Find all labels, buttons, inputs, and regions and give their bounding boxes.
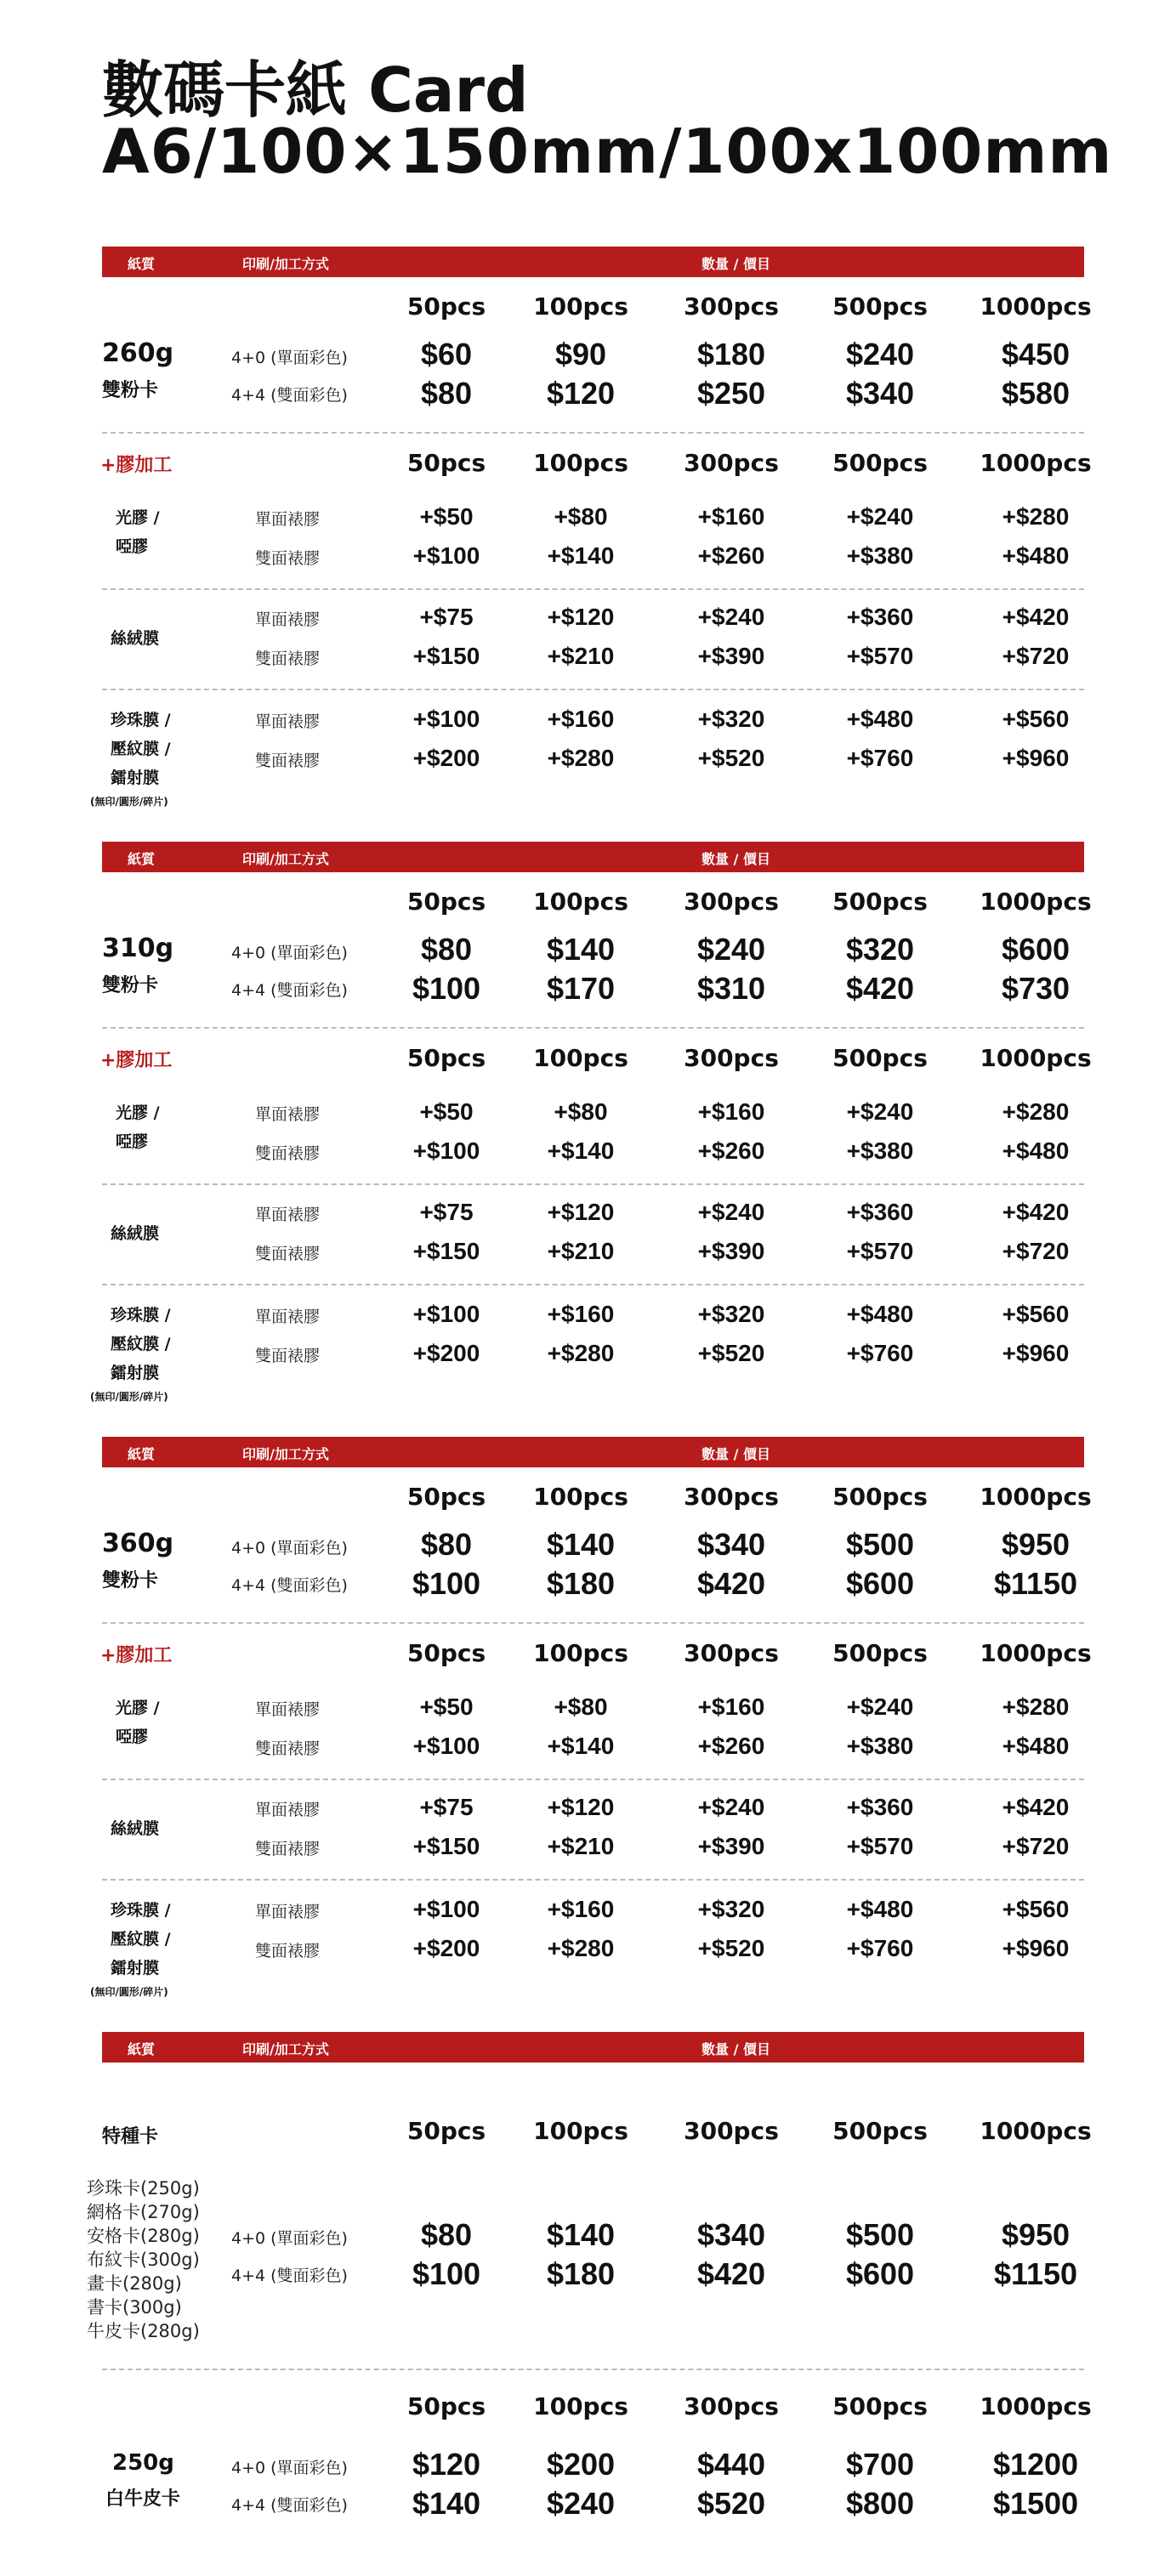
header-method-label: 印刷/加工方式 [242,256,329,272]
lamination-price-double: +$570 [846,1238,914,1264]
header-method-label: 印刷/加工方式 [242,2041,329,2057]
price-double: $600 [845,1566,915,1601]
lamination-price-single: +$280 [1002,503,1070,530]
header-method-label: 印刷/加工方式 [242,1446,329,1462]
lamination-name-line: 光膠 / [116,508,160,527]
lamination-name-line: 鐳射膜 [111,1364,160,1382]
header-qty-label: 數量 / 價目 [701,256,770,272]
lamination-double-label: 雙面裱膠 [255,1144,321,1163]
price-double: $420 [696,1566,766,1601]
lamination-price-double: +$960 [1002,1340,1070,1366]
lamination-price-single: +$50 [419,503,474,530]
base-qty-2: 300pcs [684,888,779,916]
print-single-label: 4+0 (單面彩色) [231,2459,348,2477]
lamination-name-line: 光膠 / [116,1104,160,1122]
divider [102,1779,1084,1780]
lamination-name-line: 壓紋膜 / [111,1930,171,1949]
lamination-name-line: 鐳射膜 [111,769,160,787]
lam-qty-2: 300pcs [684,1639,779,1667]
lamination-price-single: +$560 [1002,1896,1070,1922]
page-subtitle: A6/100×150mm/100x100mm [102,116,1113,187]
kraft-qty-0: 50pcs [406,2392,486,2420]
lamination-price-double: +$380 [846,542,914,569]
lamination-price-single: +$360 [846,1794,914,1820]
lamination-name-line: 珍珠膜 / [111,1306,171,1325]
kraft-weight: 250g [112,2450,174,2476]
price-single: $450 [1001,337,1071,372]
lamination-price-double: +$140 [547,1733,615,1759]
header-bar [102,2032,1084,2063]
lamination-price-double: +$570 [846,1833,914,1859]
print-single-label: 4+0 (單面彩色) [231,944,348,962]
lamination-price-double: +$210 [547,643,615,669]
header-qty-label: 數量 / 價目 [701,1446,770,1462]
kraft-price-double: $240 [546,2486,616,2521]
lam-qty-3: 500pcs [832,1639,928,1667]
price-double: $120 [546,376,616,411]
lamination-price-double: +$480 [1002,542,1070,569]
special-price-double: $420 [696,2256,766,2291]
lamination-price-double: +$520 [697,1935,765,1961]
price-double: $310 [696,971,766,1006]
lamination-price-double: +$280 [547,1935,615,1961]
kraft-price-single: $1200 [992,2447,1079,2482]
kraft-qty-2: 300pcs [684,2392,779,2420]
lamination-price-single: +$80 [554,503,608,530]
lamination-note: (無印/圓形/碎片) [90,1986,168,1998]
base-qty-2: 300pcs [684,1483,779,1511]
paper-weight: 260g [102,338,174,368]
price-single: $240 [696,932,766,967]
lam-qty-1: 100pcs [533,1044,628,1072]
print-double-label: 4+4 (雙面彩色) [231,386,348,405]
lamination-name [111,1814,159,1843]
special-price-double: $180 [546,2256,616,2291]
divider [102,1879,1084,1881]
lamination-double-label: 雙面裱膠 [255,1942,321,1960]
special-title: 特種卡 [102,2126,159,2148]
lamination-price-double: +$720 [1002,1833,1070,1859]
lamination-price-single: +$320 [697,1301,765,1327]
kraft-price-double: $800 [845,2486,915,2521]
special-paper-item: 安格卡(280g) [87,2226,200,2246]
lamination-price-double: +$480 [1002,1138,1070,1164]
lamination-name [111,1219,159,1248]
lamination-price-single: +$480 [846,1301,914,1327]
lamination-price-double: +$140 [547,542,615,569]
lamination-name-line: 壓紋膜 / [111,1335,171,1353]
lamination-price-double: +$260 [697,542,765,569]
lamination-single-label: 單面裱膠 [255,1700,321,1719]
price-single: $320 [845,932,915,967]
special-paper-item: 畫卡(280g) [87,2273,182,2294]
special-price-single: $80 [420,2217,473,2252]
lamination-price-single: +$240 [846,503,914,530]
base-qty-4: 1000pcs [980,888,1092,916]
kraft-price-single: $120 [412,2447,481,2482]
lamination-name [111,1896,171,1983]
lamination-price-double: +$380 [846,1138,914,1164]
lam-qty-2: 300pcs [684,1044,779,1072]
lamination-name-line: 啞膠 [116,1132,149,1151]
lamination-name-line: 啞膠 [116,1728,149,1746]
lamination-name-line: 珍珠膜 / [111,711,171,729]
header-qty-label: 數量 / 價目 [701,2041,770,2057]
lamination-price-single: +$75 [419,1794,474,1820]
price-double: $100 [412,971,481,1006]
lamination-name [116,503,160,561]
lamination-price-double: +$390 [697,1833,765,1859]
lamination-price-single: +$120 [547,1794,615,1820]
price-single: $600 [1001,932,1071,967]
lamination-name-line: 光膠 / [116,1699,160,1717]
special-paper-item: 布紋卡(300g) [87,2250,200,2270]
lamination-price-single: +$320 [697,706,765,732]
price-double: $80 [420,376,473,411]
divider [102,689,1084,690]
lamination-name-line: 珍珠膜 / [111,1901,171,1920]
print-single-label: 4+0 (單面彩色) [231,2229,348,2248]
lamination-price-double: +$200 [412,745,480,771]
lamination-note: (無印/圓形/碎片) [90,1391,168,1403]
paper-name: 雙粉卡 [102,380,159,401]
lamination-price-single: +$120 [547,604,615,630]
lam-qty-1: 100pcs [533,449,628,477]
lamination-double-label: 雙面裱膠 [255,1840,321,1858]
lam-qty-0: 50pcs [406,1639,486,1667]
price-double: $1150 [993,1566,1078,1601]
lamination-price-single: +$360 [846,1199,914,1225]
lamination-price-single: +$50 [419,1694,474,1720]
lamination-price-double: +$100 [412,1138,480,1164]
paper-section [0,247,1170,842]
lamination-price-single: +$160 [547,1301,615,1327]
page-title: 數碼卡紙 Card [102,54,529,126]
lamination-name-line: 啞膠 [116,537,149,556]
lamination-price-single: +$480 [846,1896,914,1922]
base-qty-4: 1000pcs [980,1483,1092,1511]
lamination-single-label: 單面裱膠 [255,1105,321,1124]
header-bar [102,247,1084,277]
lamination-price-single: +$100 [412,706,480,732]
paper-section [0,842,1170,1437]
header-bar [102,1437,1084,1467]
lamination-price-single: +$360 [846,604,914,630]
lamination-title: +膠加工 [100,1050,173,1071]
special-qty-3: 500pcs [832,2117,928,2145]
lamination-price-single: +$160 [697,1694,765,1720]
header-bar [102,842,1084,872]
divider [102,432,1084,434]
lam-qty-4: 1000pcs [980,1044,1092,1072]
lamination-single-label: 單面裱膠 [255,1903,321,1921]
price-single: $180 [696,337,766,372]
kraft-price-single: $700 [845,2447,915,2482]
lamination-price-single: +$240 [697,1199,765,1225]
lamination-single-label: 單面裱膠 [255,510,321,529]
lamination-single-label: 單面裱膠 [255,1308,321,1326]
price-single: $90 [554,337,607,372]
base-qty-3: 500pcs [832,888,928,916]
lam-qty-4: 1000pcs [980,1639,1092,1667]
lamination-double-label: 雙面裱膠 [255,1739,321,1758]
divider [102,2369,1084,2370]
lamination-name [116,1694,160,1751]
special-section [0,2032,1170,2576]
special-price-single: $140 [546,2217,616,2252]
lamination-price-single: +$240 [846,1098,914,1125]
price-single: $60 [420,337,473,372]
lamination-price-double: +$150 [412,643,480,669]
lamination-price-double: +$200 [412,1935,480,1961]
paper-weight: 360g [102,1529,174,1558]
lam-qty-0: 50pcs [406,449,486,477]
paper-name: 雙粉卡 [102,1570,159,1592]
lamination-name-line: 絲絨膜 [111,1819,160,1838]
header-method-label: 印刷/加工方式 [242,851,329,867]
price-double: $180 [546,1566,616,1601]
divider [102,1183,1084,1185]
lamination-price-double: +$260 [697,1138,765,1164]
lamination-price-single: +$160 [697,503,765,530]
header-paper-label: 紙質 [128,1446,156,1462]
special-price-single: $500 [845,2217,915,2252]
base-qty-0: 50pcs [406,888,486,916]
lamination-price-double: +$720 [1002,643,1070,669]
lamination-price-double: +$390 [697,643,765,669]
lamination-price-double: +$100 [412,1733,480,1759]
special-paper-item: 珍珠卡(250g) [87,2178,200,2199]
paper-section [0,1437,1170,2032]
lamination-single-label: 單面裱膠 [255,610,321,629]
lamination-price-single: +$75 [419,1199,474,1225]
lamination-price-single: +$420 [1002,1794,1070,1820]
lamination-price-double: +$570 [846,643,914,669]
lamination-price-double: +$720 [1002,1238,1070,1264]
kraft-price-double: $520 [696,2486,766,2521]
kraft-price-single: $200 [546,2447,616,2482]
price-double: $250 [696,376,766,411]
price-double: $170 [546,971,616,1006]
lamination-single-label: 單面裱膠 [255,1801,321,1819]
price-single: $950 [1001,1527,1071,1562]
header-qty-label: 數量 / 價目 [701,851,770,867]
price-single: $500 [845,1527,915,1562]
lamination-name-line: 絲絨膜 [111,629,160,648]
paper-name: 雙粉卡 [102,975,159,996]
price-single: $80 [420,1527,473,1562]
lamination-double-label: 雙面裱膠 [255,650,321,668]
divider [102,1027,1084,1029]
price-double: $730 [1001,971,1071,1006]
special-qty-1: 100pcs [533,2117,628,2145]
lamination-price-single: +$320 [697,1896,765,1922]
special-price-single: $950 [1001,2217,1071,2252]
special-price-single: $340 [696,2217,766,2252]
kraft-qty-4: 1000pcs [980,2392,1092,2420]
lamination-price-double: +$760 [846,745,914,771]
print-double-label: 4+4 (雙面彩色) [231,1576,348,1595]
lam-qty-2: 300pcs [684,449,779,477]
lamination-price-double: +$280 [547,1340,615,1366]
base-qty-1: 100pcs [533,292,628,321]
divider [102,1284,1084,1285]
lam-qty-3: 500pcs [832,1044,928,1072]
header-paper-label: 紙質 [128,851,156,867]
kraft-qty-3: 500pcs [832,2392,928,2420]
lamination-price-double: +$140 [547,1138,615,1164]
lamination-name [111,624,159,653]
lamination-price-single: +$75 [419,604,474,630]
lamination-price-double: +$480 [1002,1733,1070,1759]
lamination-price-double: +$210 [547,1238,615,1264]
lamination-price-single: +$240 [846,1694,914,1720]
header-paper-label: 紙質 [128,2041,156,2057]
price-double: $420 [845,971,915,1006]
price-double: $340 [845,376,915,411]
lam-qty-3: 500pcs [832,449,928,477]
lamination-price-single: +$280 [1002,1098,1070,1125]
lamination-price-double: +$960 [1002,1935,1070,1961]
print-single-label: 4+0 (單面彩色) [231,349,348,367]
paper-weight: 310g [102,933,174,963]
lamination-price-single: +$280 [1002,1694,1070,1720]
base-qty-0: 50pcs [406,292,486,321]
special-price-double: $600 [845,2256,915,2291]
lamination-name [111,1301,171,1387]
lamination-name-line: 壓紋膜 / [111,740,171,758]
kraft-name: 白牛皮卡 [105,2488,181,2510]
lamination-price-single: +$100 [412,1896,480,1922]
lamination-double-label: 雙面裱膠 [255,752,321,770]
special-price-double: $100 [412,2256,481,2291]
kraft-price-double: $1500 [992,2486,1079,2521]
lamination-name-line: 絲絨膜 [111,1224,160,1243]
lamination-price-double: +$200 [412,1340,480,1366]
lamination-name-line: 鐳射膜 [111,1959,160,1977]
price-single: $140 [546,1527,616,1562]
lamination-price-single: +$480 [846,706,914,732]
special-qty-2: 300pcs [684,2117,779,2145]
lamination-price-single: +$420 [1002,1199,1070,1225]
lamination-price-double: +$100 [412,542,480,569]
kraft-price-double: $140 [412,2486,481,2521]
lamination-price-double: +$520 [697,1340,765,1366]
lamination-price-single: +$560 [1002,1301,1070,1327]
lamination-price-double: +$260 [697,1733,765,1759]
base-qty-4: 1000pcs [980,292,1092,321]
header-paper-label: 紙質 [128,256,156,272]
lam-qty-4: 1000pcs [980,449,1092,477]
lamination-price-double: +$520 [697,745,765,771]
lamination-price-double: +$760 [846,1340,914,1366]
lamination-single-label: 單面裱膠 [255,712,321,731]
price-single: $340 [696,1527,766,1562]
base-qty-3: 500pcs [832,292,928,321]
print-double-label: 4+4 (雙面彩色) [231,2267,348,2285]
base-qty-1: 100pcs [533,888,628,916]
lamination-price-single: +$420 [1002,604,1070,630]
lamination-title: +膠加工 [100,1645,173,1666]
lamination-title: +膠加工 [100,455,173,476]
lam-qty-0: 50pcs [406,1044,486,1072]
lam-qty-1: 100pcs [533,1639,628,1667]
lamination-price-single: +$120 [547,1199,615,1225]
lamination-price-double: +$960 [1002,745,1070,771]
price-single: $140 [546,932,616,967]
lamination-price-double: +$760 [846,1935,914,1961]
lamination-note: (無印/圓形/碎片) [90,796,168,808]
base-qty-3: 500pcs [832,1483,928,1511]
divider [102,1622,1084,1624]
print-double-label: 4+4 (雙面彩色) [231,981,348,1000]
lamination-price-single: +$240 [697,604,765,630]
special-paper-item: 牛皮卡(280g) [87,2321,200,2341]
lamination-price-single: +$80 [554,1098,608,1125]
lamination-price-single: +$160 [547,706,615,732]
price-single: $240 [845,337,915,372]
lamination-price-single: +$160 [547,1896,615,1922]
lamination-name [116,1098,160,1156]
base-qty-1: 100pcs [533,1483,628,1511]
lamination-price-single: +$100 [412,1301,480,1327]
lamination-price-single: +$50 [419,1098,474,1125]
price-double: $100 [412,1566,481,1601]
lamination-single-label: 單面裱膠 [255,1206,321,1224]
lamination-price-single: +$560 [1002,706,1070,732]
special-paper-item: 網格卡(270g) [87,2202,200,2222]
print-double-label: 4+4 (雙面彩色) [231,2496,348,2515]
special-qty-4: 1000pcs [980,2117,1092,2145]
lamination-double-label: 雙面裱膠 [255,1245,321,1263]
kraft-qty-1: 100pcs [533,2392,628,2420]
lamination-price-double: +$150 [412,1833,480,1859]
lamination-price-double: +$380 [846,1733,914,1759]
special-paper-item: 書卡(300g) [87,2297,182,2318]
lamination-price-single: +$80 [554,1694,608,1720]
lamination-price-single: +$240 [697,1794,765,1820]
price-double: $580 [1001,376,1071,411]
lamination-price-double: +$150 [412,1238,480,1264]
price-single: $80 [420,932,473,967]
special-qty-0: 50pcs [406,2117,486,2145]
base-qty-0: 50pcs [406,1483,486,1511]
print-single-label: 4+0 (單面彩色) [231,1539,348,1558]
lamination-price-double: +$210 [547,1833,615,1859]
lamination-double-label: 雙面裱膠 [255,1347,321,1365]
kraft-price-single: $440 [696,2447,766,2482]
lamination-price-double: +$390 [697,1238,765,1264]
lamination-price-double: +$280 [547,745,615,771]
lamination-price-single: +$160 [697,1098,765,1125]
base-qty-2: 300pcs [684,292,779,321]
special-price-double: $1150 [993,2256,1078,2291]
divider [102,588,1084,590]
special-paper-list [87,2176,200,2343]
lamination-name [111,706,171,792]
lamination-double-label: 雙面裱膠 [255,549,321,568]
